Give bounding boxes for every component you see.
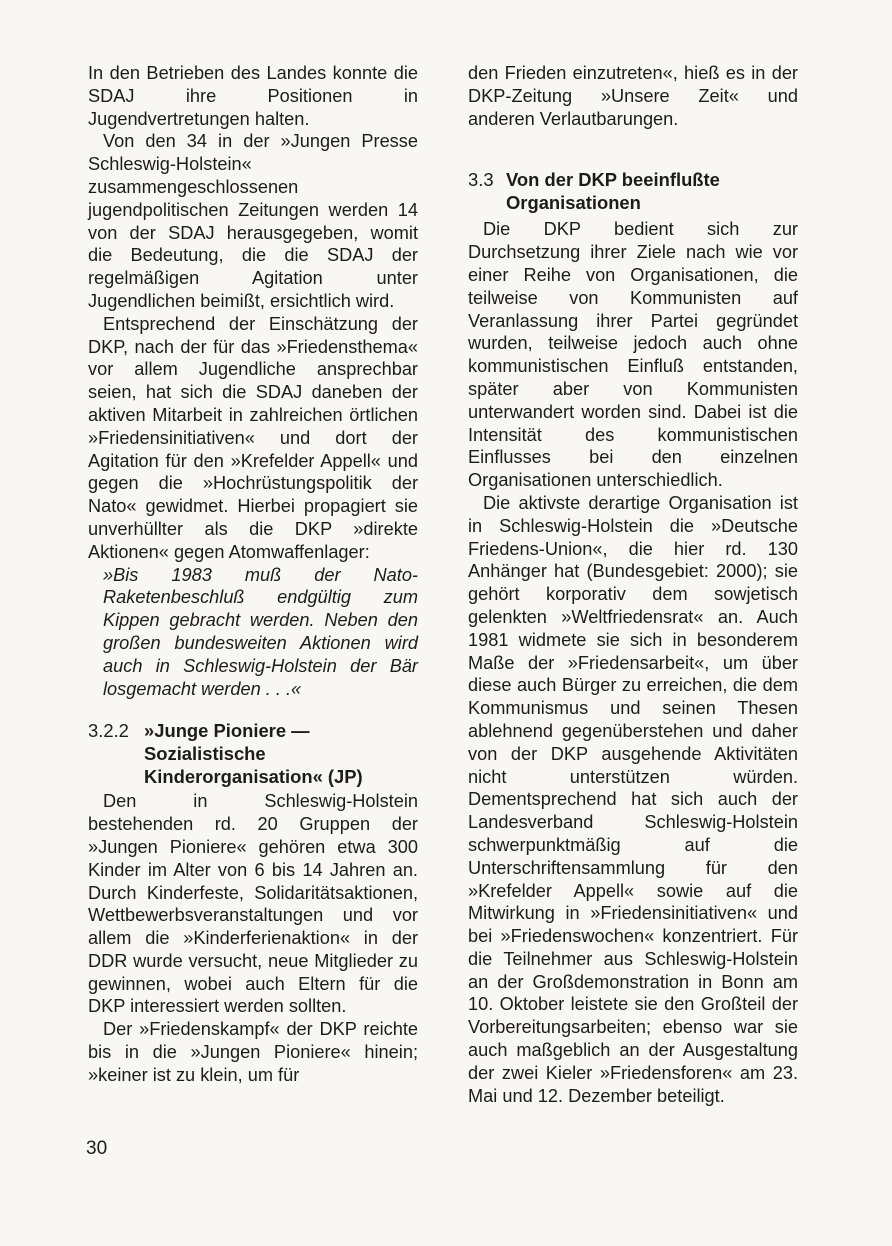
section-title: Von der DKP beeinflußte Organisationen (506, 169, 720, 214)
section-number: 3.2.2 (88, 720, 129, 742)
left-paragraph-3: Entsprechend der Einschätzung der DKP, nach der für das »Friedensthema« vor allem Jugendliche ansprechbar seien, hat sich die SDAJ daneben der aktiven Mitarbeit in zahlreichen örtlichen »Friedensinitiativen« und dort der Agitation für den »Krefelder Appell« und gegen die »Hochrüstungspolitik der Nato« gewidmet. Hierbei propagiert sie unverhüllter als die DKP »direkte Aktionen« gegen Atomwaffenlager: (88, 313, 418, 562)
left-column (88, 62, 418, 1087)
section-title: »Junge Pioniere — Sozialistische Kinderorganisation« (JP) (144, 720, 363, 788)
left-paragraph-4: Den in Schleswig-Holstein bestehenden rd. 20 Gruppen der »Jungen Pioniere« gehören etwa 300 Kinder im Alter von 6 bis 14 Jahren an. Durch Kinderfeste, Solidaritätsaktionen, Wettbewerbsveranstaltungen und vor allem die »Kinderferienaktion« in der DDR wurde versucht, neue Mitglieder zu gewinnen, wobei auch Eltern für die DKP interessiert werden sollten. (88, 791, 418, 1017)
left-paragraph-5: Der »Friedenskampf« der DKP reichte bis in die »Jungen Pioniere« hinein; »keiner ist zu klein, um für (88, 1019, 418, 1085)
section-heading-3-2-2 (88, 719, 418, 788)
agitation-quote: »Bis 1983 muß der Nato-Raketenbeschluß endgültig zum Kippen gebracht werden. Neben den großen bundesweiten Aktionen wird auch in Schleswig-Holstein der Bär losgemacht werden . . .« (103, 564, 418, 699)
section-number: 3.3 (468, 169, 494, 191)
left-paragraph-1: In den Betrieben des Landes konnte die SDAJ ihre Positionen in Jugendvertretungen halten. (88, 63, 418, 129)
right-column (468, 62, 798, 1107)
right-paragraph-2: Die DKP bedient sich zur Durchsetzung ihrer Ziele nach wie vor einer Reihe von Organisationen, die teilweise von Kommunisten auf Veranlassung ihrer Partei gegründet wurden, teilweise jedoch auch ohne kommunistischen Einfluß entstanden, später aber von Kommunisten unterwandert worden sind. Dabei ist die Intensität des kommunistischen Einflusses bei den einzelnen Organisationen unterschiedlich. (468, 219, 798, 491)
right-paragraph-3: Die aktivste derartige Organisation ist in Schleswig-Holstein die »Deutsche Friedens-Union«, die hier rd. 130 Anhänger hat (Bundesgebiet: 2000); sie gehört korporativ dem sowjetisch gelenkten »Weltfriedensrat« an. Auch 1981 widmete sie sich in besonderem Maße der »Friedensarbeit«, um über diese auch Bürger zu erreichen, die dem Kommunismus und seinen Thesen ablehnend gegenüberstehen und daher von der DKP ausgehende Aktivitäten nicht unterstützen würden. Dementsprechend hat sich auch der Landesverband Schleswig-Holstein schwerpunktmäßig auf die Unterschriftensammlung für den »Krefelder Appell« sowie auf die Mitwirkung in »Friedensinitiativen« und bei »Friedenswochen« konzentriert. Für die Teilnehmer aus Schleswig-Holstein an der Großdemonstration in Bonn am 10. Oktober leistete sie den Großteil der Vorbereitungsarbeiten; ebenso war sie auch maßgeblich an der Ausgestaltung der zwei Kieler »Friedensforen« am 23. Mai und 12. Dezember beteiligt. (468, 492, 798, 1106)
page-number: 30 (86, 1138, 108, 1159)
left-paragraph-2: Von den 34 in der »Jungen Presse Schleswig-Holstein« zusammengeschlossenen jugendpolitischen Zeitungen werden 14 von der SDAJ herausgegeben, womit die Bedeutung, die die SDAJ der regelmäßigen Agitation unter Jugendlichen beimißt, ersichtlich wird. (88, 131, 418, 311)
section-heading-3-3 (468, 168, 798, 214)
right-paragraph-1: den Frieden einzutreten«, hieß es in der DKP-Zeitung »Unsere Zeit« und anderen Verlautbarungen. (468, 63, 798, 129)
